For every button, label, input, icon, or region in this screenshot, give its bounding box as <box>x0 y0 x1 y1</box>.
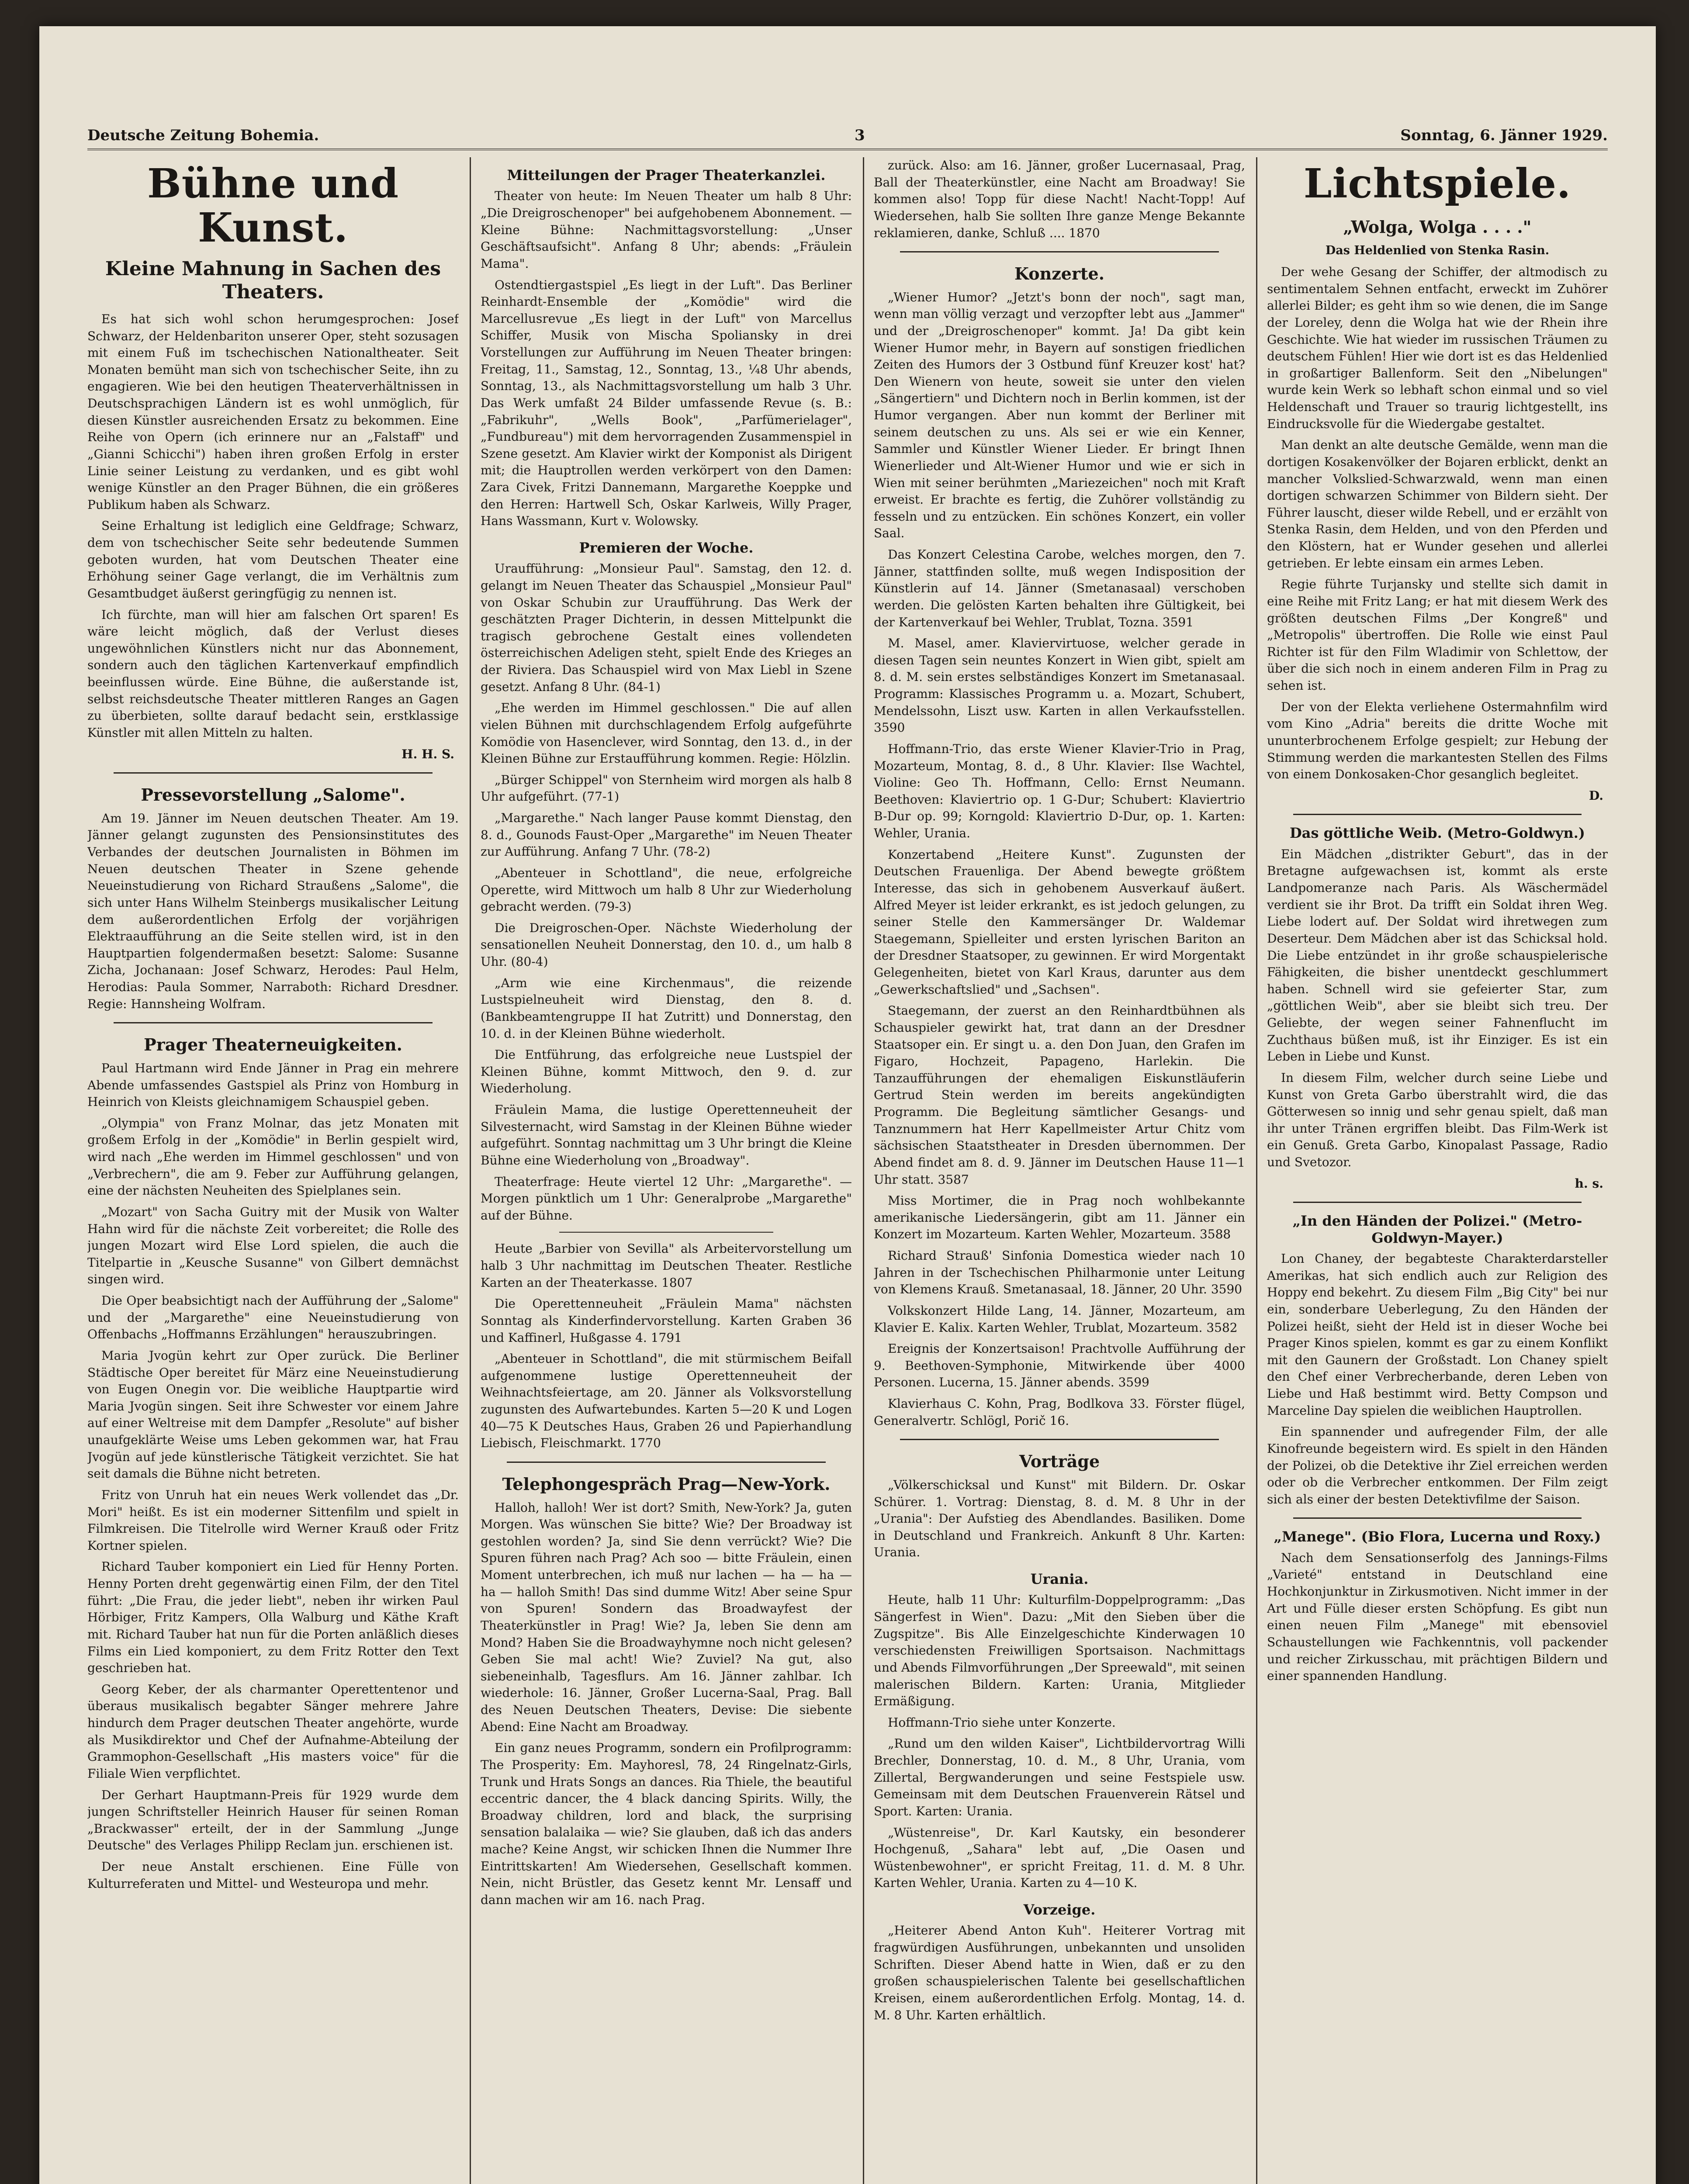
section-title-konzerte: Konzerte. <box>1014 264 1104 284</box>
column-4 <box>1267 157 1608 2184</box>
issue-date: Sonntag, 6. Jänner 1929. <box>1400 127 1608 144</box>
paragraph: Fritz von Unruh hat ein neues Werk vollendet das „Dr. Mori" heißt. Es ist ein moderner Sittenfilm und spielt in Filmkreisen. Die Titelrolle wird Werner Krauß oder Fritz Kortner spielen. <box>87 1487 459 1553</box>
notice: Die Operettenneuheit „Fräulein Mama" nächsten Sonntag als Kinderfindervorstellung. Karten Graben 36 und Kaffinerl, Hußgasse 4. 1791 <box>481 1296 852 1345</box>
article-title-premieren: Premieren der Woche. <box>579 539 754 556</box>
paragraph: Paul Hartmann wird Ende Jänner in Prag ein mehrere Abende umfassendes Gastspiel als Prinz von Homburg in Heinrich von Kleists gleichnamigem Schauspiel geben. <box>87 1061 459 1109</box>
paragraph: „Abenteuer in Schottland", die neue, erfolgreiche Operette, wird Mittwoch um halb 8 Uhr zur Wiederholung gebracht werden. (79-3) <box>481 865 852 914</box>
running-head <box>87 114 1608 150</box>
paragraph: Hoffmann-Trio, das erste Wiener Klavier-Trio in Prag, Mozarteum, Montag, 8. d., 8 Uhr. Klavier: Ilse Wachtel, Violine: Geo Th. Hoffmann, Cello: Ernst Neumann. Beethoven: Klaviertrio op. 1 G-Dur; Schubert: Klaviertrio B-Dur op. 99; Korngold: Klaviertrio D-Dur, op. 1. Karten: Wehler, Urania. <box>874 741 1245 841</box>
column-rule <box>470 157 471 2184</box>
paragraph: Georg Keber, der als charmanter Operettentenor und überaus musikalisch begabter Sänger mehrere Jahre hindurch dem Prager deutschen Theater angehörte, wurde als Musikdirektor und Chef der Aufnahme-Abteilung der Grammophon-Gesellschaft „His masters voice" für die Filiale Wien verpflichtet. <box>87 1682 459 1781</box>
paragraph: Theaterfrage: Heute viertel 12 Uhr: „Margarethe". — Morgen pünktlich um 1 Uhr: Generalprobe „Margarethe" auf der Bühne. <box>481 1174 852 1223</box>
paragraph: „Heiterer Abend Anton Kuh". Heiterer Vortrag mit fragwürdigen Ausführungen, unbekannten und unsoliden Schriften. Dieser Abend hatte in Wien, daß er zu den großen schauspielerischen Talente bei gesellschaftlichen Kreisen, einem außerordentlichen Erfolg. Montag, 14. d. M. 8 Uhr. Karten erhältlich. <box>874 1923 1245 2022</box>
paragraph: Miss Mortimer, die in Prag noch wohlbekannte amerikanische Liedersängerin, gibt am 11. Jänner ein Konzert im Mozarteum. Karten Wehler, Mozarteum. 3588 <box>874 1193 1245 1242</box>
divider <box>507 1462 826 1463</box>
paragraph: Die Entführung, das erfolgreiche neue Lustspiel der Kleinen Bühne, kommt Mittwoch, den 9. d. zur Wiederholung. <box>481 1047 852 1096</box>
article-title-wolga: „Wolga, Wolga . . . ." <box>1343 217 1532 237</box>
paragraph: Am 19. Jänner im Neuen deutschen Theater. Am 19. Jänner gelangt zugunsten des Pensionsinstitutes des Verbandes der deutschen Journalisten in Böhmen im Neuen deutschen Theater in Szene gehende Neueinstudierung von Richard Straußens „Salome", die sich unter Hans Wilhelm Steinbergs musikalischer Leitung dem außerordentlichen Erfolg der vorjährigen Elektraaufführung an die Seite stellen wird, ist in den Hauptpartien folgendermaßen besetzt: Salome: Susanne Zicha, Jochanaan: Josef Schwarz, Herodes: Paul Helm, Herodias: Paula Sommer, Narraboth: Richard Dresdner. Regie: Hannsheing Wolfram. <box>87 811 459 1011</box>
section-title-buehne: Bühne und Kunst. <box>147 160 399 252</box>
paragraph: Hoffmann-Trio siehe unter Konzerte. <box>888 1715 1116 1730</box>
paragraph: Ein spannender und aufregender Film, der alle Kinofreunde begeistern wird. Es spielt in den Händen der Polizei, ob die Detektive ihr Ziel erreichen werden oder ob die Verbrecher entkommen. Der Film zeigt sich als einer der besten Detektivfilme der Saison. <box>1267 1424 1608 1507</box>
paragraph: Ein ganz neues Programm, sondern ein Profilprogramm: The Prosperity: Em. Mayhoresl, 78, 24 Ringelnatz-Girls, Trunk und Hrats Songs an dances. Ria Thiele, the beautiful eccentric dancer, the 4 black dancing Spirits. Willy, the Broadway children, lord and black, the surprising sensation balalaika — wie? Sie glauben, daß ich das anders mache? Keine Angst, wir schicken Ihnen die Nummer Ihre Eintrittskarten! Am Wiedersehen, Gesellschaft kommen. Nein, nicht Brüstler, das Gesetz kennt Mr. Lensaff und dann machen wir am 16. nach Prag. <box>481 1741 852 1907</box>
divider <box>900 251 1219 252</box>
section-title-lichtspiele: Lichtspiele. <box>1303 160 1571 207</box>
divider <box>114 772 433 774</box>
signature: D. <box>1589 788 1603 803</box>
paragraph: Der Gerhart Hauptmann-Preis für 1929 wurde dem jungen Schriftsteller Heinrich Hauser für seinen Roman „Brackwasser" erteilt, der in der Sammlung „Junge Deutsche" des Verlages Philipp Reclam jun. erschienen ist. <box>87 1787 459 1853</box>
paragraph: „Wiener Humor? „Jetzt's bonn der noch", sagt man, wenn man völlig verzagt und verzopfter lebt aus „Jammer" und der „Dreigroschenoper" kommt. Ja! Da gibt kein Wiener Humor mehr, in Bayern auf sonstigen friedlichen Zeiten des Humors der 3 Ostbund fünf Kreuzer kost' hat? Den Wienern von heute, soweit sie unter den vielen „Sängertiern" und Dichtern noch in Berlin kommen, ist der Humor vergangen. Aber nun kommt der Berliner mit seinem deutschen zu uns. Als sei er wie ein Kenner, Sammler und Künstler Wiener Lieder. Er bringt Ihnen Wienerlieder und Alt-Wiener Humor und wie er sich in Wien mit seiner berühmten „Mariezeichen" noch mit Kraft erweist. Er brachte es fertig, die Zuhörer vollständig zu fesseln und zu entzücken. Ein schönes Konzert, ein voller Saal. <box>874 290 1245 541</box>
paragraph: Fräulein Mama, die lustige Operettenneuheit der Silvesternacht, wird Samstag in der Kleinen Bühne wieder aufgeführt. Sonntag nachmittag um 3 Uhr bringt die Kleine Bühne eine Wiederholung von „Broadway". <box>481 1102 852 1168</box>
signature: H. H. S. <box>401 746 454 761</box>
paragraph: „Wüstenreise", Dr. Karl Kautsky, ein besonderer Hochgenuß, „Sahara" lebt auf, „Die Oasen und Wüstenbewohner", er spricht Freitag, 11. d. M. 8 Uhr. Karten Wehler, Urania. Karten zu 4—10 K. <box>874 1825 1245 1890</box>
paper-name: Deutsche Zeitung Bohemia. <box>87 127 319 144</box>
paragraph: „Margarethe." Nach langer Pause kommt Dienstag, den 8. d., Gounods Faust-Oper „Margarethe" im Neuen Theater zur Aufführung. Anfang 7 Uhr. (78-2) <box>481 811 852 859</box>
paragraph: Heute, halb 11 Uhr: Kulturfilm-Doppelprogramm: „Das Sängerfest in Wien". Dazu: „Mit den Sieben über die Zugspitze". Bis Alle Einzelgeschichte Kinderwagen 10 verschiedensten Freiwilligen Sportsaison. Nachmittags und Abends Filmvorführungen „Der Spreewald", mit seinen malerischen Bildern. Karten: Urania, Mitglieder Ermäßigung. <box>874 1593 1245 1709</box>
paragraph: Das Konzert Celestina Carobe, welches morgen, den 7. Jänner, stattfinden sollte, muß wegen Indisposition der Künstlerin auf 14. Jänner (Smetanasaal) verschoben werden. Die gelösten Karten behalten ihre Gültigkeit, bei der Kartenverkauf bei Wehler, Trublat, Tozna. 3591 <box>874 547 1245 629</box>
paragraph: Ostendtiergastspiel „Es liegt in der Luft". Das Berliner Reinhardt-Ensemble der „Komödie" wird die Marcellusrevue „Es liegt in der Luft" von Marcellus Schiffer, Musik von Mischa Spoliansky in drei Vorstellungen zur Aufführung im Neuen Theater bringen: Freitag, 11., Samstag, 12., Sonntag, 13., ¼8 Uhr abends, Sonntag, 13., als Nachmittagsvorstellung um halb 3 Uhr. Das Werk umfaßt 24 Bilder umfassende Revue (s. B.: „Fabrikuhr", „Wells Book", „Parfümerielager", „Fundbureau") mit dem hervorragenden Zusammenspiel in Szene gesetzt. Am Klavier wirkt der Komponist als Dirigent mit; die Hauptrollen werden verkörpert von den Damen: Zara Civek, Fritzi Dannemann, Margarethe Koeppke und den Herren: Hartwell Sch, Oskar Karlweis, Willy Prager, Hans Wassmann, Kurt v. Wolowsky. <box>481 277 852 529</box>
paragraph: M. Masel, amer. Klaviervirtuose, welcher gerade in diesen Tagen sein neuntes Konzert in Wien gibt, spielt am 8. d. M. sein erstes selbständiges Konzert im Smetanasaal. Programm: Klassisches Programm u. a. Mozart, Schubert, Mendelssohn, Liszt usw. Karten in allen Verkaufsstellen. 3590 <box>874 636 1245 735</box>
article-title-mahnung: Kleine Mahnung in Sachen des Theaters. <box>105 258 441 304</box>
paragraph: Man denkt an alte deutsche Gemälde, wenn man die dortigen Kosakenvölker der Bojaren erblickt, denkt an mancher Volkslied-Schwarzwald, wenn man einen dortigen schwarzen Schimmer von Bildern sieht. Der Führer lauscht, dieser wilde Rebell, und er erzählt von Stenka Rasin, dem Helden, und von den Pferden und den Klöstern, hat er Wunder gesehen und allerlei getrieben. Er lebte einsam ein armes Leben. <box>1267 438 1608 570</box>
paragraph: Richard Tauber komponiert ein Lied für Henny Porten. Henny Porten dreht gegenwärtig einen Film, der den Titel führt: „Die Frau, die jeder liebt", neben ihr wirken Paul Hörbiger, Fritz Kampers, Olla Walburg und Käthe Kraft mit. Richard Tauber hat nun für die Porten anläßlich dieses Films ein Lied komponiert, zu dem Fritz Rotter den Text geschrieben hat. <box>87 1559 459 1676</box>
paragraph: Ereignis der Konzertsaison! Prachtvolle Aufführung der 9. Beethoven-Symphonie, Mitwirkende über 4000 Personen. Lucerna, 15. Jänner abends. 3599 <box>874 1341 1245 1390</box>
article-title-salome: Pressevorstellung „Salome". <box>141 785 405 805</box>
paragraph: Konzertabend „Heitere Kunst". Zugunsten der Deutschen Frauenliga. Der Abend bewegte größtem Interesse, das sich in gehobenem Ausverkauf äußert. Alfred Meyer ist leider erkrankt, es ist jedoch gelungen, zu seiner Stelle den Kammersänger Dr. Waldemar Staegemann, Spielleiter und ersten lyrischen Bariton an der Dresdner Staatsoper, zu gewinnen. Er wird Morgentakt Gelegenheiten, bietet von Karl Kraus, darunter aus dem „Gewerkschaftslied" und „Sachsen". <box>874 847 1245 997</box>
paragraph: Ein Mädchen „distrikter Geburt", das in der Bretagne aufgewachsen ist, kommt als erste Landpomeranze nach Paris. Als Wäschermädel verdient sie ihr Brot. Da trifft ein Soldat ihren Weg. Liebe lodert auf. Der Soldat wird ihretwegen zum Deserteur. Dem Mädchen aber ist das Schicksal hold. Die Liebe entzündet in ihr große schauspielerische Fähigkeiten, die bisher unentdeckt geschlummert haben. Schnell wird sie gefeierter Star, zum „göttlichen Weib", aber sie bleibt sich treu. Der Geliebte, der wegen seiner Fahnenflucht im Zuchthaus büßen muß, ist ihr Einziger. Es ist ein Leben in Liebe und Kunst. <box>1267 847 1608 1064</box>
paragraph: „Ehe werden im Himmel geschlossen." Die auf allen vielen Bühnen mit durchschlagendem Erfolg aufgeführte Komödie von Hasenclever, wird Sonntag, den 13. d., in der Kleinen Bühne zur Erstaufführung kommen. Regie: Hölzlin. <box>481 701 852 766</box>
paragraph: Lon Chaney, der begabteste Charakterdarsteller Amerikas, hat sich endlich auch zur Religion des Hoppy end bekehrt. Zu diesem Film „Big City" bei nur ein, sonderbare Ueberlegung, Zu den Händen der Polizei heißt, sieht der Held ist in dieser Woche bei Prager Kinos spielen, kommt es gar zu einem Konflikt mit den Gaunern der Großstadt. Lon Chaney spielt den Chef einer Verbrecherbande, deren Leben von Liebe und Haß bestimmt wird. Betty Compson und Marceline Day spielen die weiblichen Hauptrollen. <box>1267 1251 1608 1418</box>
paragraph: Nach dem Sensationserfolg des Jannings-Films „Varieté" entstand in Deutschland eine Hochkonjunktur in Zirkusmotiven. Nicht immer in der Art und Fülle dieser ersten Schöpfung. Es gibt nun einen neuen Film „Manege" mit ebensoviel Schaustellungen wie Fachkenntnis, voll packender und reicher Zirkusschau, mit prächtigen Bildern und einer spannenden Handlung. <box>1267 1550 1608 1683</box>
column-rule <box>1256 157 1257 2184</box>
paragraph: Theater von heute: Im Neuen Theater um halb 8 Uhr: „Die Dreigroschenoper" bei aufgehobenem Abonnement. — Kleine Bühne: Nachmittagsvorstellung: „Unser Geschäftsaufsicht". Anfang 8 Uhr; abends: „Fräulein Mama". <box>481 189 852 271</box>
article-title-mitteilungen: Mitteilungen der Prager Theaterkanzlei. <box>507 167 826 183</box>
divider <box>114 1022 433 1023</box>
paragraph: „Rund um den wilden Kaiser", Lichtbildervortrag Willi Brechler, Donnerstag, 10. d. M., 8 Uhr, Urania, vom Zillertal, Bergwanderungen und seine Festspiele usw. Gemeinsam mit dem Deutschen Frauenverein Rätsel und Sport. Karten: Urania. <box>874 1736 1245 1818</box>
paragraph: „Völkerschicksal und Kunst" mit Bildern. Dr. Oskar Schürer. 1. Vortrag: Dienstag, 8. d. M. 8 Uhr in der „Urania": Der Aufstieg des Abendlandes. Basiliken. Dome in Deutschland und Frankreich. Ankunft 8 Uhr. Karten: Urania. <box>874 1477 1245 1560</box>
article-title-prager: Prager Theaterneuigkeiten. <box>144 1035 402 1055</box>
divider <box>1293 814 1582 815</box>
paragraph: Volkskonzert Hilde Lang, 14. Jänner, Mozarteum, am Klavier E. Kalix. Karten Wehler, Trublat, Mozarteum. 3582 <box>874 1303 1245 1335</box>
divider <box>1293 1517 1582 1519</box>
newspaper-page <box>39 26 1656 2184</box>
divider <box>1293 1202 1582 1203</box>
paragraph: Der von der Elekta verliehene Ostermahnfilm wird vom Kino „Adria" bereits die dritte Woche mit ununterbrochenem Erfolge gespielt; zur Hebung der Stimmung werden die markantesten Stellen des Films von einem Donkosaken-Chor gesanglich begleitet. <box>1267 699 1608 782</box>
paragraph: Ich fürchte, man will hier am falschen Ort sparen! Es wäre leicht möglich, daß der Verlust dieses ungewöhnlichen Künstlers nicht nur das Abonnement, sondern auch den täglichen Kartenverkauf empfindlich beeinflussen würde. Eine Bühne, die außerstande ist, selbst reichsdeutsche Theater mittleren Ranges an Gagen zu überbieten, sollte darauf bedacht sein, erstklassige Künstler mit allen Mitteln zu halten. <box>87 607 459 740</box>
paragraph: „Olympia" von Franz Molnar, das jetz Monaten mit großem Erfolg in der „Komödie" in Berlin gespielt wird, wird nach „Ehe werden im Himmel geschlossen" und von „Verbrechern", die am 9. Feber zur Aufführung gelangen, eine der nächsten Neuheiten des Spielplanes sein. <box>87 1116 459 1198</box>
divider <box>900 1439 1219 1440</box>
paragraph: zurück. Also: am 16. Jänner, großer Lucernasaal, Prag, Ball der Theaterkünstler, eine Nacht am Broadway! Sie kommen also! Topp für diese Nacht! Nacht-Topp! Auf Wiedersehen, halb Sie sollten Ihre ganze Menge Bekannte reklamieren, danke, Schluß .... 1870 <box>874 158 1245 240</box>
page-number: 3 <box>854 127 865 144</box>
paragraph: Klavierhaus C. Kohn, Prag, Bodlkova 33. Förster flügel, Generalvertr. Schlögl, Porič 16. <box>874 1396 1245 1428</box>
notice: Heute „Barbier von Sevilla" als Arbeitervorstellung um halb 3 Uhr nachmittag im Deutschen Theater. Restliche Karten an der Theaterkasse. 1807 <box>481 1241 852 1290</box>
article-title-telephon: Telephongespräch Prag—New-York. <box>502 1474 831 1494</box>
paragraph: Regie führte Turjansky und stellte sich damit in eine Reihe mit Fritz Lang; er hat mit diesem Werk des größten deutschen Films „Der Kongreß" und „Metropolis" übertroffen. Die Rolle wie einst Paul Richter ist für den Film Wladimir von Schlettow, der über die sich noch in einem anderen Film in Prag zu sehen ist. <box>1267 577 1608 693</box>
paragraph: Der neue Anstalt erschienen. Eine Fülle von Kulturreferaten und Mittel- und Westeuropa und mehr. <box>87 1859 459 1891</box>
paragraph: Staegemann, der zuerst an den Reinhardtbühnen als Schauspieler gewirkt hat, trat dann an der Dresdner Staatsoper ein. Er singt u. a. den Don Juan, den Grafen im Figaro, Hochzeit, Papageno, Harlekin. Die Tanzaufführungen der ehemaligen Eiskunstläuferin Gertrud Stein werden im bereits angekündigten Programm. Die Begleitung sämtlicher Gesangs- und Tanznummern hat Herr Kapellmeister Artur Chitz vom sächsischen Staatstheater in Dresden übernommen. Der Abend findet am 8. d. 9. Jänner im Deutschen Hause 11—1 Uhr statt. 3587 <box>874 1003 1245 1187</box>
paragraph: „Arm wie eine Kirchenmaus", die reizende Lustspielneuheit wird Dienstag, den 8. d. (Bankbeamtengruppe II hat Zutritt) und Donnerstag, den 10. d. in der Kleinen Bühne wiederholt. <box>481 975 852 1041</box>
divider <box>559 1232 773 1233</box>
section-title-urania: Urania. <box>1030 1571 1089 1588</box>
column-1 <box>87 157 459 2184</box>
paragraph: Es hat sich wohl schon herumgesprochen: Josef Schwarz, der Heldenbariton unserer Oper, steht sozusagen mit einem Fuß im tschechischen Nationaltheater. Seit Monaten bemüht man sich von tschechischer Seite, ihn zu engagieren. Wie bei den heutigen Theaterverhältnissen in Deutschsprachigen Ländern ist es wohl unmöglich, für diesen Künstler ausreichenden Ersatz zu bekommen. Eine Reihe von Opern (ich erinnere nur an „Falstaff" und „Gianni Schicchi") haben ihren großen Erfolg in erster Linie seiner Leistung zu verdanken, und es gibt wohl wenige Künstler an den Prager Bühnen, die ein größeres Publikum haben als Schwarz. <box>87 311 459 512</box>
paragraph: Seine Erhaltung ist lediglich eine Geldfrage; Schwarz, dem von tschechischer Seite sehr bedeutende Summen geboten wurden, hat vom Deutschen Theater eine Erhöhung seiner Gage verlangt, die im Verhältnis zum Gesamtbudget äußerst geringfügig zu nennen ist. <box>87 518 459 601</box>
article-title-goettliche-weib: Das göttliche Weib. (Metro-Goldwyn.) <box>1289 825 1585 842</box>
paragraph: „Bürger Schippel" von Sternheim wird morgen als halb 8 Uhr aufgeführt. (77-1) <box>481 772 852 804</box>
paragraph: Richard Strauß' Sinfonia Domestica wieder nach 10 Jahren in der Tschechischen Philharmonie unter Leitung von Klemens Krauß. Smetanasaal, 18. Jänner, 20 Uhr. 3590 <box>874 1248 1245 1297</box>
section-title-vorzeige: Vorzeige. <box>1023 1901 1096 1918</box>
paragraph: Die Dreigroschen-Oper. Nächste Wiederholung der sensationellen Neuheit Donnerstag, den 10. d., um halb 8 Uhr. (80-4) <box>481 920 852 969</box>
column-2 <box>481 157 852 2184</box>
section-title-vortraege: Vorträge <box>1019 1451 1100 1472</box>
article-title-manege: „Manege". (Bio Flora, Lucerna und Roxy.) <box>1274 1528 1601 1545</box>
paragraph: „Mozart" von Sacha Guitry mit der Musik von Walter Hahn wird für die nächste Zeit vorbereitet; die Rolle des jungen Mozart wird Else Lord spielen, die auch die Titelpartie in „Keusche Susanne" von Gilbert demnächst singen wird. <box>87 1204 459 1287</box>
paragraph: Maria Jvogün kehrt zur Oper zurück. Die Berliner Städtische Oper bereitet für März eine Neueinstudierung von Eugen Onegin vor. Die weibliche Hauptpartie wird Maria Jvogün singen. Seit ihre Schwester vor einem Jahre auf einer Weltreise mit dem Dampfer „Resolute" auf bisher unaufgeklärte Weise ums Leben gekommen war, hat Frau Jvogün auf jede künstlerische Tätigkeit verzichtet. Sie hat seit damals die Bühne nicht betreten. <box>87 1348 459 1481</box>
paragraph: Die Oper beabsichtigt nach der Aufführung der „Salome" und der „Margarethe" eine Neueinstudierung von Offenbachs „Hoffmanns Erzählungen" herauszubringen. <box>87 1293 459 1342</box>
article-title-polizei: „In den Händen der Polizei." (Metro-Goldwyn-Mayer.) <box>1292 1213 1582 1246</box>
paragraph: In diesem Film, welcher durch seine Liebe und Kunst von Greta Garbo überstrahlt wird, die das Götterwesen so innig und sehr genau spielt, daß man ihr unter Tränen ergriffen bleibt. Das Film-Werk ist ein Genuß. Greta Garbo, Kinopalast Passage, Radio und Svetozor. <box>1267 1070 1608 1170</box>
paragraph: Halloh, halloh! Wer ist dort? Smith, New-York? Ja, guten Morgen. Was wünschen Sie bitte? Wie? Der Broadway ist gestohlen worden? Ja, sind Sie denn verrückt? Wie? Die Spuren führen nach Prag? Ach soo — bitte Fräulein, einen Moment unterbrechen, ich muß nur lachen — ha — ha — ha — halloh Smith! Das sind dumme Witz! Aber seine Spur von Spuren! Sondern das Broadwayfest der Theaterkünstler in Prag! Wie? Ja, leben Sie denn am Mond? Haben Sie die Broadwayhymne noch nicht gelesen? Geben Sie mal acht! Wie? Zuviel? Na gut, also siebeneinhalb, Tagesflurs. Am 16. Jänner zahlbar. Ich wiederhole: 16. Jänner, Großer Lucerna-Saal, Prag. Ball des Neuen Deutschen Theaters, Devise: Die siebente Abend: Eine Nacht am Broadway. <box>481 1500 852 1734</box>
notice: „Abenteuer in Schottland", die mit stürmischem Beifall aufgenommene lustige Operettenneuheit der Weihnachtsfeiertage, am 20. Jänner als Volksvorstellung zugunsten des Aufwartebundes. Karten 5—20 K und Logen 40—75 K Deutsches Haus, Graben 26 und Papierhandlung Liebisch, Fleischmarkt. 1770 <box>481 1351 852 1451</box>
signature: h. s. <box>1575 1176 1603 1191</box>
article-subtitle-wolga: Das Heldenlied von Stenka Rasin. <box>1325 243 1550 257</box>
paragraph: Der wehe Gesang der Schiffer, der altmodisch zu sentimentalem Sehnen entfacht, erweckt im Zuhörer allerlei Bilder; es geht ihm so wie denen, die im Sange der Loreley, denn die Wolga hat wie der Rhein ihre Geschichte. Wie hat wieder im russischen Träumen zu deutschem Fühlen! Hier wie dort ist es das Heldenlied in großartiger Ballenform. Seit den „Nibelungen" wurde kein Werk so lebhaft schon einmal und so viel Heldenschaft und Trauer so traurig lichtgestellt, ins Eindrucksvolle für die Wiedergabe gestaltet. <box>1267 265 1608 431</box>
column-3 <box>874 157 1245 2184</box>
paragraph: Uraufführung: „Monsieur Paul". Samstag, den 12. d. gelangt im Neuen Theater das Schauspiel „Monsieur Paul" von Oskar Schubin zur Uraufführung. Das Werk der geschätzten Prager Dichterin, in dessen Mittelpunkt die tragisch gebrochene Gestalt eines vollendeten österreichischen Adeligen steht, spielt Ende des Krieges an der Riviera. Das Schauspiel wird von Max Liebl in Szene gesetzt. Anfang 8 Uhr. (84-1) <box>481 561 852 694</box>
column-rule <box>863 157 864 2184</box>
